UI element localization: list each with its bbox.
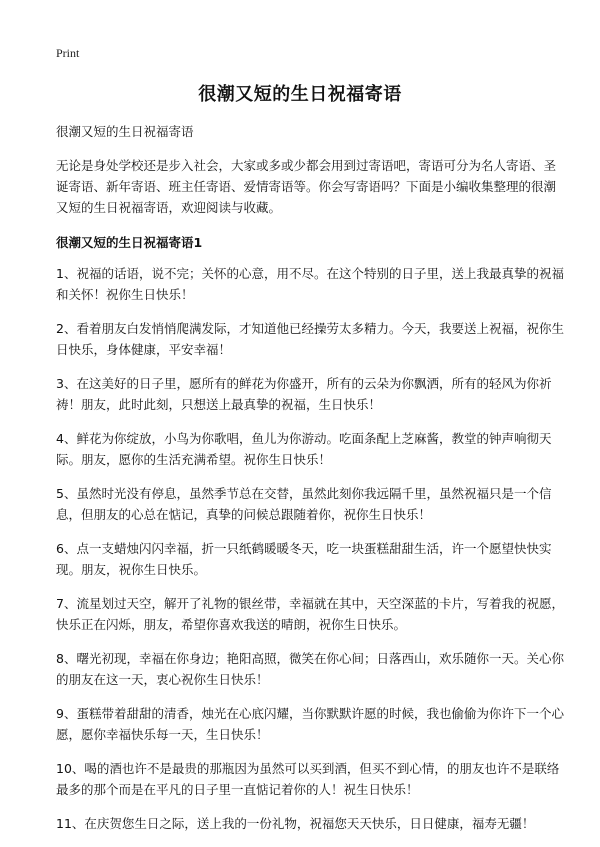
wish-paragraph-2: 2、看着朋友白发悄悄爬满发际，才知道他已经操劳太多精力。今天，我要送上祝福，祝你生日快乐，身体健康，平安幸福！ <box>56 321 564 357</box>
wish-paragraph-5: 5、虽然时光没有停息，虽然季节总在交替，虽然此刻你我远隔千里，虽然祝福只是一个信息，但朋友的心总在惦记，真挚的问候总跟随着你，祝你生日快乐！ <box>56 486 552 522</box>
wish-paragraph-8: 8、曙光初现，幸福在你身边；艳阳高照，微笑在你心间；日落西山，欢乐随你一天。关心你的朋友在这一天，衷心祝你生日快乐！ <box>56 651 564 687</box>
wish-paragraph-9: 9、蛋糕带着甜甜的清香，烛光在心底闪耀，当你默默许愿的时候，我也偷偷为你许下一个心愿，愿你幸福快乐每一天，生日快乐！ <box>56 706 564 742</box>
section-heading: 很潮又短的生日祝福寄语1 <box>56 235 203 250</box>
article-subtitle: 很潮又短的生日祝福寄语 <box>56 124 194 139</box>
page-title: 很潮又短的生日祝福寄语 <box>198 84 402 105</box>
wish-paragraph-10: 10、喝的酒也许不是最贵的那瓶因为虽然可以买到酒，但买不到心情，的朋友也许不是联络最多的那个而是在平凡的日子里一直惦记着你的人！祝生日快乐！ <box>56 761 560 797</box>
wish-paragraph-1: 1、祝福的话语，说不完；关怀的心意，用不尽。在这个特别的日子里，送上我最真挚的祝福和关怀！祝你生日快乐！ <box>56 266 564 302</box>
print-link[interactable]: Print <box>56 46 80 60</box>
intro-paragraph: 无论是身处学校还是步入社会，大家或多或少都会用到过寄语吧，寄语可分为名人寄语、圣诞寄语、新年寄语、班主任寄语、爱情寄语等。你会写寄语吗？下面是小编收集整理的很潮又短的生日祝福寄语，欢迎阅读与收藏。 <box>56 158 557 215</box>
wish-paragraph-4: 4、鲜花为你绽放，小鸟为你歌唱，鱼儿为你游动。吃面条配上芝麻酱，教堂的钟声响彻天际。朋友，愿你的生活充满希望。祝你生日快乐！ <box>56 431 552 467</box>
wish-paragraph-11: 11、在庆贺您生日之际，送上我的一份礼物，祝福您天天快乐，日日健康，福寿无疆！ <box>56 816 535 831</box>
wish-paragraph-6: 6、点一支蜡烛闪闪幸福，折一只纸鹤暖暖冬天，吃一块蛋糕甜甜生活，许一个愿望快快实现。朋友，祝你生日快乐。 <box>56 541 552 577</box>
wish-paragraph-7: 7、流星划过天空，解开了礼物的银丝带，幸福就在其中，天空深蓝的卡片，写着我的祝愿，快乐正在闪烁，朋友，希望你喜欢我送的晴朗，祝你生日快乐。 <box>56 596 564 632</box>
article-body <box>56 121 564 847</box>
wish-paragraph-3: 3、在这美好的日子里，愿所有的鲜花为你盛开，所有的云朵为你飘洒，所有的轻风为你祈祷！朋友，此时此刻，只想送上最真挚的祝福，生日快乐！ <box>56 376 552 412</box>
